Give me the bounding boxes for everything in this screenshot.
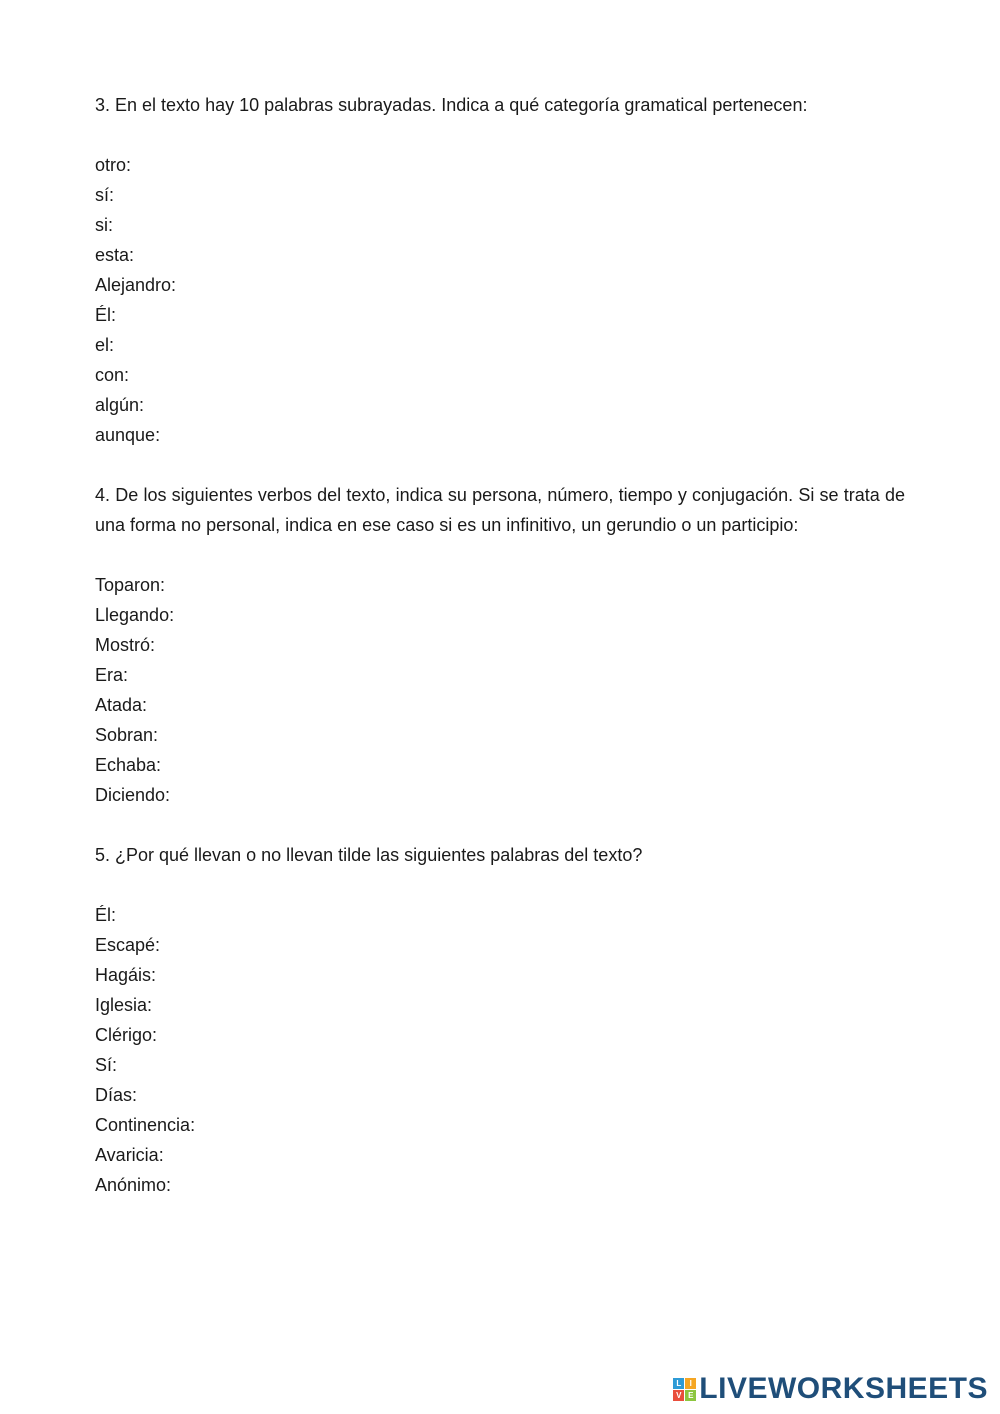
list-item: Días: (95, 1085, 138, 1105)
question-3: 3. En el texto hay 10 palabras subrayadas. Indica a qué categoría gramatical pertenecen: (95, 95, 808, 115)
list-item: aunque: (95, 425, 161, 445)
logo-cell-i: I (685, 1378, 696, 1389)
list-item: Era: (95, 665, 129, 685)
list-item: si: (95, 215, 113, 235)
liveworksheets-brand[interactable] (673, 1372, 988, 1406)
list-item: algún: (95, 395, 145, 415)
list-item: Sobran: (95, 725, 159, 745)
logo-cell-v: V (673, 1390, 684, 1401)
list-item: Iglesia: (95, 995, 153, 1015)
logo-cell-l: L (673, 1378, 684, 1389)
answer-list-5 (95, 900, 905, 1200)
question-5: 5. ¿Por qué llevan o no llevan tilde las siguientes palabras del texto? (95, 845, 643, 865)
list-item: el: (95, 335, 115, 355)
list-item: Avaricia: (95, 1145, 164, 1165)
list-item: Continencia: (95, 1115, 196, 1135)
list-item: Él: (95, 905, 117, 925)
answer-list-3 (95, 150, 905, 450)
list-item: Llegando: (95, 605, 175, 625)
list-item: otro: (95, 155, 132, 175)
list-item: sí: (95, 185, 115, 205)
answer-list-4 (95, 570, 905, 810)
list-item: Clérigo: (95, 1025, 158, 1045)
worksheet-page (95, 90, 905, 1200)
list-item: Atada: (95, 695, 148, 715)
list-item: Escapé: (95, 935, 161, 955)
list-item: Hagáis: (95, 965, 157, 985)
list-item: esta: (95, 245, 135, 265)
liveworksheets-logo-icon (673, 1378, 696, 1401)
list-item: Él: (95, 305, 117, 325)
list-item: Echaba: (95, 755, 162, 775)
list-item: Sí: (95, 1055, 118, 1075)
list-item: Diciendo: (95, 785, 171, 805)
question-4: 4. De los siguientes verbos del texto, indica su persona, número, tiempo y conjugación. Si se trata de una forma no personal, indica en ese caso si es un infinitivo, un gerundio o un participio: (95, 485, 905, 535)
brand-name: LIVEWORKSHEETS (699, 1372, 988, 1405)
list-item: Alejandro: (95, 275, 177, 295)
list-item: Anónimo: (95, 1175, 172, 1195)
list-item: con: (95, 365, 130, 385)
list-item: Toparon: (95, 575, 166, 595)
list-item: Mostró: (95, 635, 156, 655)
logo-cell-e: E (685, 1390, 696, 1401)
